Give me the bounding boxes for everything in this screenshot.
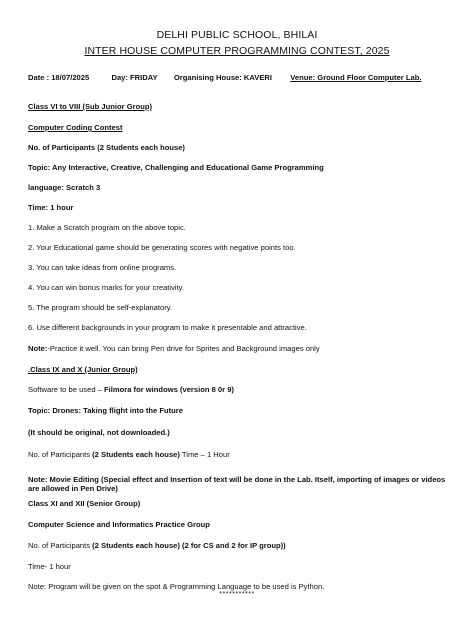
software-line [28,385,234,394]
rule-item: 2. Your Educational game should be generating scores with negative points too. [28,243,296,252]
original-note: (It should be original, not downloaded.) [28,428,170,437]
event-venue: Venue: Ground Floor Computer Lab. [290,73,422,82]
participants-value: (2 Students each house) [92,450,180,459]
note-label: Note: [28,344,48,353]
junior-group-heading: .Class IX and X (Junior Group) [28,365,138,374]
contest-title: INTER HOUSE COMPUTER PROGRAMMING CONTEST, 2025 [84,45,390,57]
software-value: Filmora for windows (version 8 0r 9) [104,385,234,394]
note-text: -Practice it well. You can bring Pen drive for Sprites and Background images only [47,344,320,353]
rule-item: 1. Make a Scratch program on the above topic. [28,223,186,232]
junior-time: Time: 1 hour [28,203,74,212]
junior-participants: No. of Participants (2 Students each house) [28,143,185,152]
senior-participants [28,541,286,550]
senior-group-heading: Class XI and XII (Senior Group) [28,499,141,508]
software-label: Software to be used – [28,385,104,394]
participants-value: (2 Students each house) (2 for CS and 2 for IP group)) [92,541,286,550]
junior-topic: Topic: Any Interactive, Creative, Challenging and Educational Game Programming [28,163,324,172]
middle-participants-time [28,450,230,459]
participants-label: No. of Participants [28,541,93,550]
event-date: Date : 18/07/2025 [28,73,90,82]
movie-editing-note: Note: Movie Editing (Special effect and Insertion of text will be done in the Lab. Itself, importing of images or videos are allowed in Pen Drive) [28,475,446,494]
middle-topic: Topic: Drones: Taking flight into the Future [28,406,183,415]
participants-label: No. of Participants [28,450,93,459]
event-day: Day: FRIDAY [111,73,158,82]
event-meta-row [28,73,422,82]
school-name: DELHI PUBLIC SCHOOL, BHILAI [156,29,318,41]
senior-subject: Computer Science and Informatics Practice Group [28,520,210,529]
middle-time: Time – 1 Hour [179,450,230,459]
closing-stars: *********** [219,591,255,598]
junior-note [28,344,320,353]
rule-item: 4. You can win bonus marks for your creativity. [28,283,185,292]
rule-item: 3. You can take ideas from online programs. [28,263,177,272]
sub-junior-group-heading: Class VI to VIII (Sub Junior Group) [28,102,153,111]
rule-item: 5. The program should be self-explanatory. [28,303,173,312]
senior-note: Note: Program will be given on the spot & Programming Language to be used is Python. [28,582,325,591]
rule-item: 6. Use different backgrounds in your program to make it presentable and attractive. [28,323,307,332]
junior-language: language: Scratch 3 [28,183,101,192]
senior-time: Time- 1 hour [28,562,71,571]
organising-house: Organising House: KAVERI [173,73,273,82]
coding-contest-heading: Computer Coding Contest [28,123,123,132]
